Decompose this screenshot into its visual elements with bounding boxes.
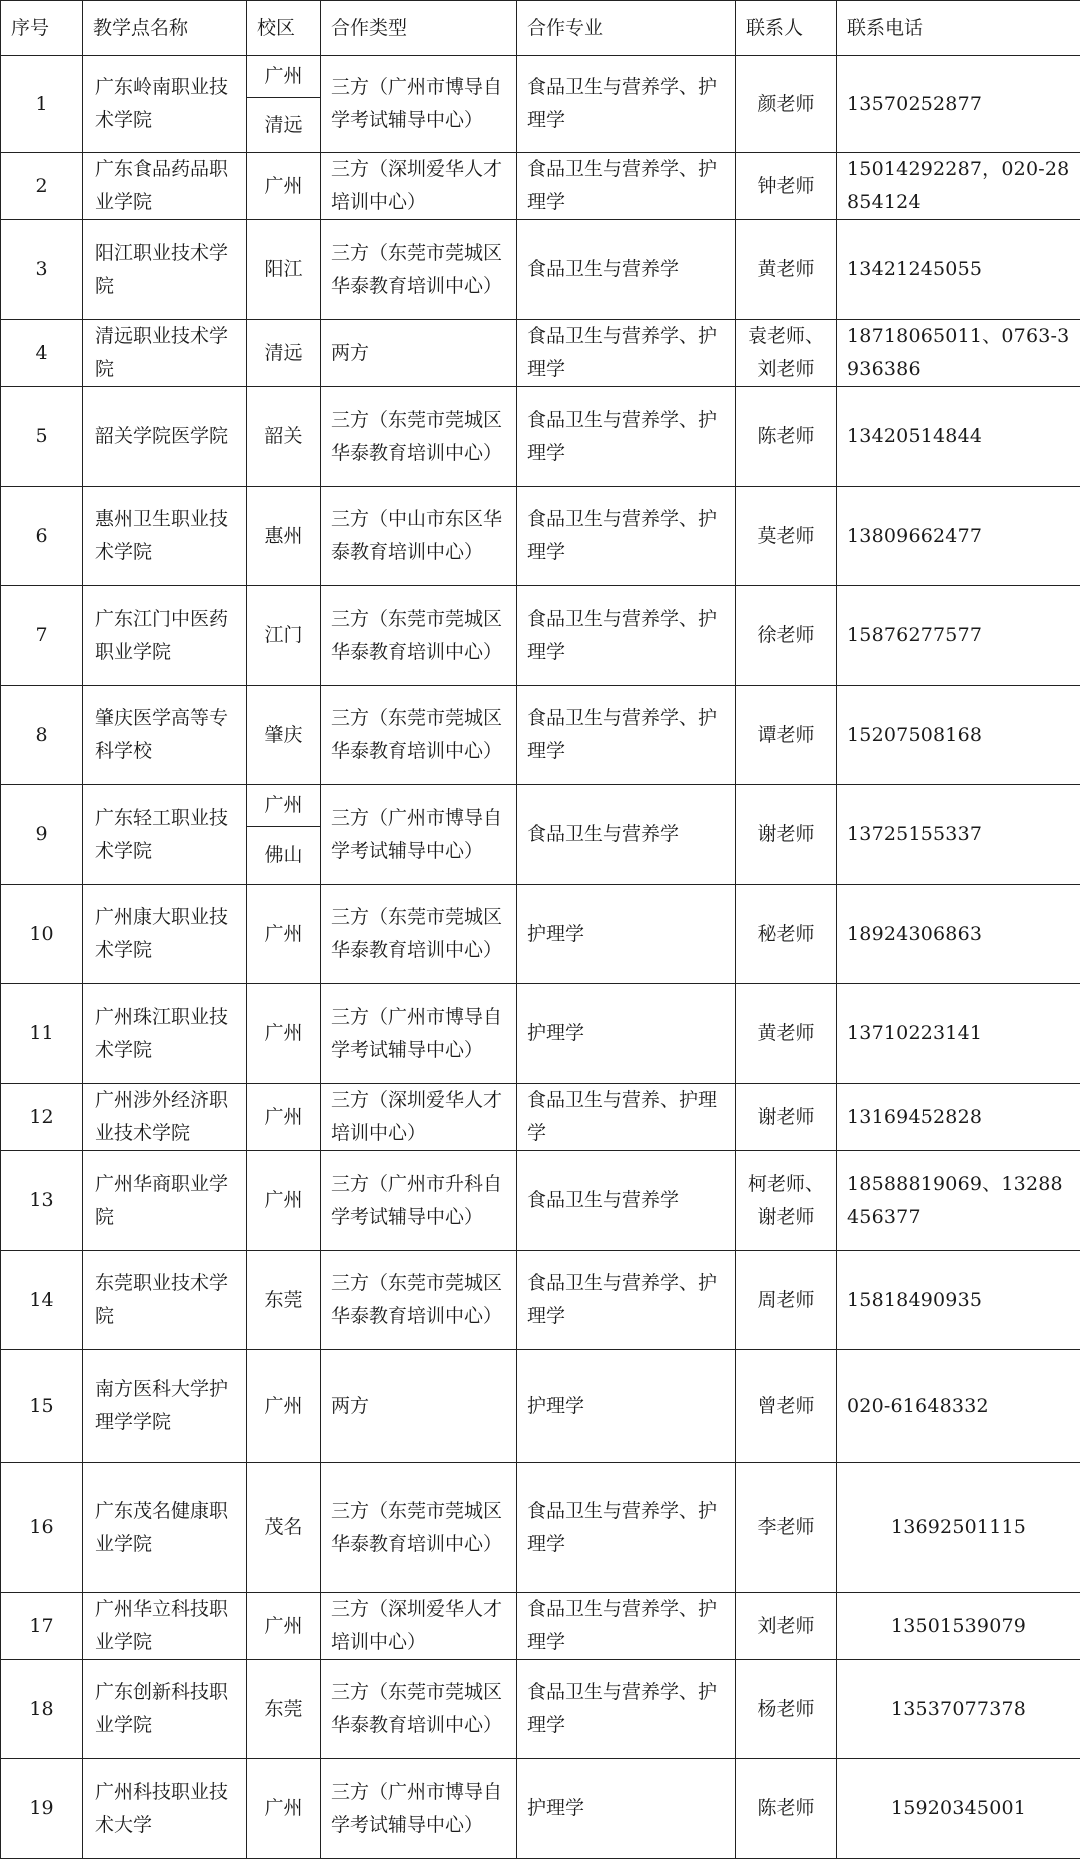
row-campus: 江门: [247, 586, 321, 686]
table-row: [1, 153, 1080, 220]
row-name: 广州华商职业学院: [83, 1151, 247, 1251]
row-phone: 13421245055: [837, 220, 1080, 320]
table-row: [1, 1463, 1080, 1593]
row-major: 护理学: [517, 1759, 736, 1859]
row-contact: 黄老师: [736, 220, 837, 320]
table-row: [1, 785, 1080, 827]
row-no: 15: [1, 1350, 83, 1463]
row-campus: 韶关: [247, 387, 321, 487]
row-major: 食品卫生与营养学、护理学: [517, 56, 736, 153]
row-type: 三方（深圳爱华人才培训中心）: [321, 153, 517, 220]
row-no: 5: [1, 387, 83, 487]
table-row: [1, 686, 1080, 785]
row-no: 17: [1, 1593, 83, 1660]
header-name: 教学点名称: [83, 1, 247, 56]
row-type: 三方（东莞市莞城区华泰教育培训中心）: [321, 586, 517, 686]
row-campus: 阳江: [247, 220, 321, 320]
row-contact: 黄老师: [736, 984, 837, 1084]
row-name: 阳江职业技术学院: [83, 220, 247, 320]
row-major: 食品卫生与营养学、护理学: [517, 320, 736, 387]
row-name: 广东茂名健康职业学院: [83, 1463, 247, 1593]
row-contact: 柯老师、谢老师: [736, 1151, 837, 1251]
row-phone: 15207508168: [837, 686, 1080, 785]
row-contact: 陈老师: [736, 1759, 837, 1859]
row-major: 食品卫生与营养学: [517, 785, 736, 885]
row-major: 护理学: [517, 885, 736, 984]
row-type: 三方（东莞市莞城区华泰教育培训中心）: [321, 1463, 517, 1593]
row-contact: 颜老师: [736, 56, 837, 153]
row-name: 广东岭南职业技术学院: [83, 56, 247, 153]
row-major: 食品卫生与营养学、护理学: [517, 387, 736, 487]
row-contact: 曾老师: [736, 1350, 837, 1463]
row-phone: 13725155337: [837, 785, 1080, 885]
table-row: [1, 320, 1080, 387]
row-campus: 清远: [247, 98, 321, 153]
row-phone: 15818490935: [837, 1251, 1080, 1350]
table-row: [1, 1084, 1080, 1151]
row-no: 1: [1, 56, 83, 153]
table-row: [1, 1350, 1080, 1463]
row-campus: 东莞: [247, 1251, 321, 1350]
row-type: 三方（东莞市莞城区华泰教育培训中心）: [321, 387, 517, 487]
table-row: [1, 1151, 1080, 1251]
row-type: 三方（东莞市莞城区华泰教育培训中心）: [321, 1660, 517, 1759]
row-phone: 13420514844: [837, 387, 1080, 487]
header-contact: 联系人: [736, 1, 837, 56]
row-type: 三方（广州市博导自学考试辅导中心）: [321, 56, 517, 153]
row-major: 食品卫生与营养学、护理学: [517, 1593, 736, 1660]
row-phone: 15920345001: [837, 1759, 1080, 1859]
row-phone: 18924306863: [837, 885, 1080, 984]
row-no: 11: [1, 984, 83, 1084]
row-campus: 肇庆: [247, 686, 321, 785]
row-no: 4: [1, 320, 83, 387]
row-name: 东莞职业技术学院: [83, 1251, 247, 1350]
row-name: 惠州卫生职业技术学院: [83, 487, 247, 586]
row-phone: 15014292287，020-28854124: [837, 153, 1080, 220]
row-no: 16: [1, 1463, 83, 1593]
row-phone: 18588819069、13288456377: [837, 1151, 1080, 1251]
row-major: 食品卫生与营养学、护理学: [517, 1251, 736, 1350]
row-major: 护理学: [517, 1350, 736, 1463]
row-no: 12: [1, 1084, 83, 1151]
header-campus: 校区: [247, 1, 321, 56]
row-phone: 13710223141: [837, 984, 1080, 1084]
row-contact: 李老师: [736, 1463, 837, 1593]
row-name: 南方医科大学护理学学院: [83, 1350, 247, 1463]
row-type: 三方（东莞市莞城区华泰教育培训中心）: [321, 686, 517, 785]
row-type: 两方: [321, 1350, 517, 1463]
row-campus: 广州: [247, 885, 321, 984]
row-no: 8: [1, 686, 83, 785]
row-name: 韶关学院医学院: [83, 387, 247, 487]
row-name: 广东江门中医药职业学院: [83, 586, 247, 686]
row-contact: 袁老师、刘老师: [736, 320, 837, 387]
row-major: 食品卫生与营养学: [517, 1151, 736, 1251]
row-contact: 陈老师: [736, 387, 837, 487]
row-type: 三方（东莞市莞城区华泰教育培训中心）: [321, 885, 517, 984]
row-campus: 广州: [247, 785, 321, 827]
row-major: 食品卫生与营养、护理学: [517, 1084, 736, 1151]
table-row: [1, 1251, 1080, 1350]
row-no: 10: [1, 885, 83, 984]
row-campus: 广州: [247, 1084, 321, 1151]
row-phone: 13169452828: [837, 1084, 1080, 1151]
row-no: 9: [1, 785, 83, 885]
row-campus: 东莞: [247, 1660, 321, 1759]
row-campus: 清远: [247, 320, 321, 387]
row-campus: 广州: [247, 153, 321, 220]
row-type: 三方（东莞市莞城区华泰教育培训中心）: [321, 220, 517, 320]
row-type: 三方（深圳爱华人才培训中心）: [321, 1084, 517, 1151]
table-row: [1, 487, 1080, 586]
row-type: 两方: [321, 320, 517, 387]
row-major: 食品卫生与营养学、护理学: [517, 153, 736, 220]
header-type: 合作类型: [321, 1, 517, 56]
row-name: 广东创新科技职业学院: [83, 1660, 247, 1759]
row-phone: 13692501115: [837, 1463, 1080, 1593]
row-contact: 周老师: [736, 1251, 837, 1350]
row-type: 三方（深圳爱华人才培训中心）: [321, 1593, 517, 1660]
row-no: 18: [1, 1660, 83, 1759]
row-campus: 广州: [247, 984, 321, 1084]
row-contact: 莫老师: [736, 487, 837, 586]
row-no: 14: [1, 1251, 83, 1350]
row-type: 三方（广州市博导自学考试辅导中心）: [321, 1759, 517, 1859]
row-phone: 13809662477: [837, 487, 1080, 586]
row-type: 三方（广州市博导自学考试辅导中心）: [321, 984, 517, 1084]
row-name: 广东轻工职业技术学院: [83, 785, 247, 885]
row-name: 肇庆医学高等专科学校: [83, 686, 247, 785]
row-contact: 刘老师: [736, 1593, 837, 1660]
row-campus: 惠州: [247, 487, 321, 586]
row-contact: 钟老师: [736, 153, 837, 220]
row-contact: 谭老师: [736, 686, 837, 785]
table-row: [1, 1759, 1080, 1859]
table-row: [1, 56, 1080, 98]
row-campus: 广州: [247, 56, 321, 98]
row-phone: 15876277577: [837, 586, 1080, 686]
row-major: 食品卫生与营养学、护理学: [517, 686, 736, 785]
row-no: 2: [1, 153, 83, 220]
header-major: 合作专业: [517, 1, 736, 56]
row-phone: 13537077378: [837, 1660, 1080, 1759]
table-row: [1, 387, 1080, 487]
row-campus: 广州: [247, 1759, 321, 1859]
row-type: 三方（中山市东区华泰教育培训中心）: [321, 487, 517, 586]
row-no: 19: [1, 1759, 83, 1859]
row-no: 7: [1, 586, 83, 686]
row-no: 6: [1, 487, 83, 586]
header-no: 序号: [1, 1, 83, 56]
row-contact: 徐老师: [736, 586, 837, 686]
row-campus: 广州: [247, 1593, 321, 1660]
table-row: [1, 885, 1080, 984]
row-name: 广州珠江职业技术学院: [83, 984, 247, 1084]
row-name: 广州涉外经济职业技术学院: [83, 1084, 247, 1151]
row-no: 3: [1, 220, 83, 320]
row-phone: 020-61648332: [837, 1350, 1080, 1463]
row-contact: 秘老师: [736, 885, 837, 984]
row-no: 13: [1, 1151, 83, 1251]
row-campus: 佛山: [247, 827, 321, 885]
row-phone: 18718065011、0763-3936386: [837, 320, 1080, 387]
row-name: 广州康大职业技术学院: [83, 885, 247, 984]
row-major: 护理学: [517, 984, 736, 1084]
row-contact: 谢老师: [736, 785, 837, 885]
row-name: 广州科技职业技术大学: [83, 1759, 247, 1859]
table-row: [1, 1660, 1080, 1759]
row-campus: 广州: [247, 1151, 321, 1251]
row-campus: 茂名: [247, 1463, 321, 1593]
row-major: 食品卫生与营养学、护理学: [517, 1463, 736, 1593]
row-contact: 杨老师: [736, 1660, 837, 1759]
table-row: [1, 586, 1080, 686]
row-type: 三方（东莞市莞城区华泰教育培训中心）: [321, 1251, 517, 1350]
row-name: 清远职业技术学院: [83, 320, 247, 387]
header-phone: 联系电话: [837, 1, 1080, 56]
table-row: [1, 984, 1080, 1084]
row-major: 食品卫生与营养学、护理学: [517, 487, 736, 586]
row-contact: 谢老师: [736, 1084, 837, 1151]
row-type: 三方（广州市升科自学考试辅导中心）: [321, 1151, 517, 1251]
row-phone: 13570252877: [837, 56, 1080, 153]
row-phone: 13501539079: [837, 1593, 1080, 1660]
row-campus: 广州: [247, 1350, 321, 1463]
row-major: 食品卫生与营养学、护理学: [517, 1660, 736, 1759]
row-name: 广州华立科技职业学院: [83, 1593, 247, 1660]
header-row: [1, 1, 1080, 56]
row-major: 食品卫生与营养学: [517, 220, 736, 320]
table-row: [1, 1593, 1080, 1660]
row-type: 三方（广州市博导自学考试辅导中心）: [321, 785, 517, 885]
row-major: 食品卫生与营养学、护理学: [517, 586, 736, 686]
row-name: 广东食品药品职业学院: [83, 153, 247, 220]
table-row: [1, 220, 1080, 320]
